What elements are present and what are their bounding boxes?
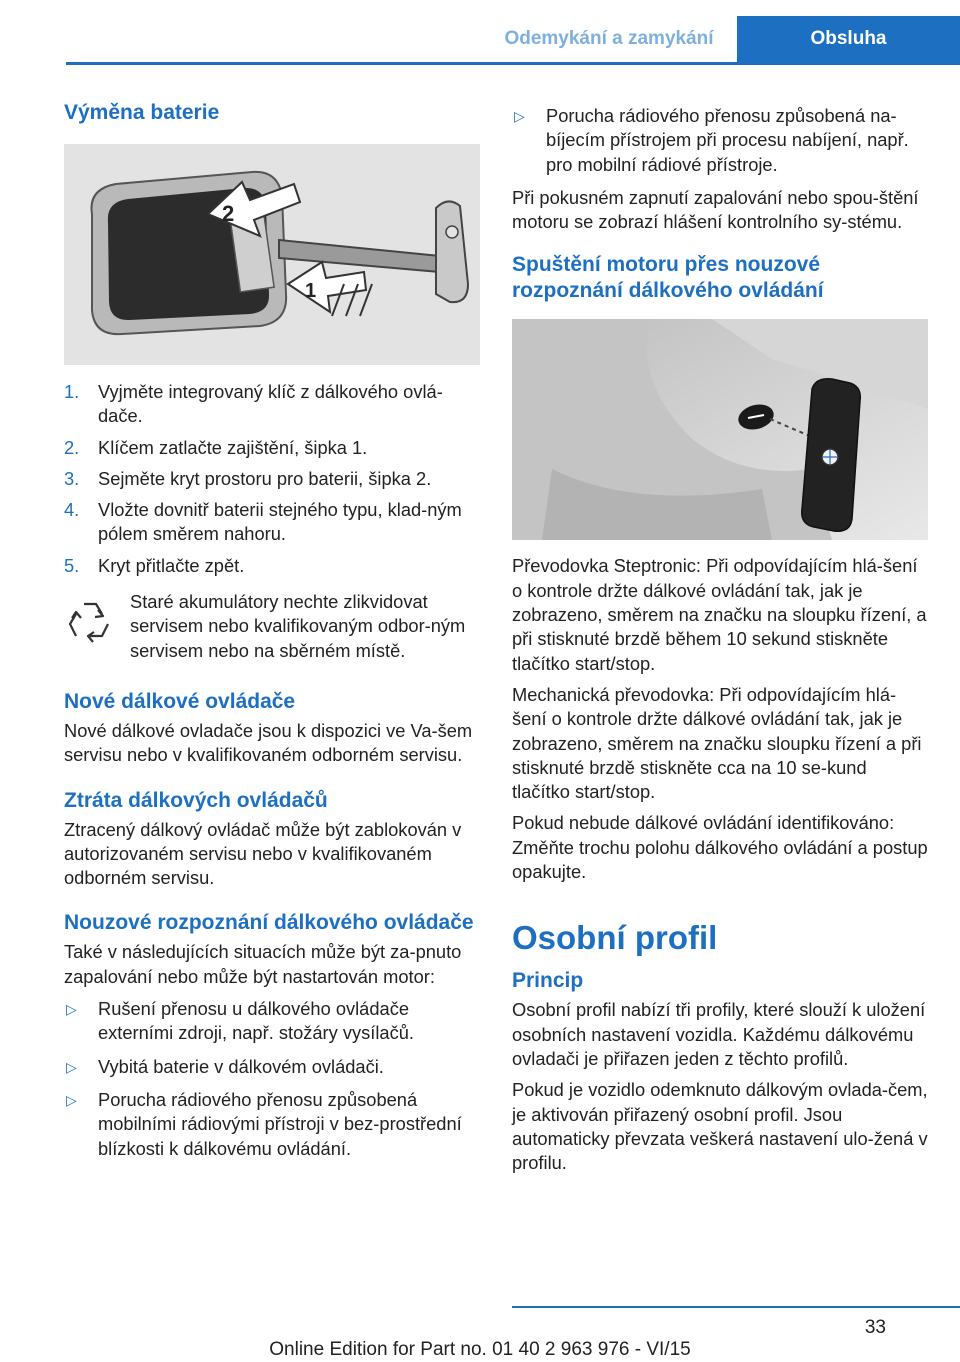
bullet-text: Rušení přenosu u dálkového ovládače externími zdroji, např. stožáry vysílačů. <box>98 998 414 1044</box>
lost-remote-text: Ztracený dálkový ovládač může být zablokován v autorizovaném servisu nebo v kvalifikovaném odborném servisu. <box>64 818 462 889</box>
footer-edition-text: Online Edition for Part no. 01 40 2 963 976 - VI/15 <box>269 1339 691 1360</box>
principle-text-1: Osobní profil nabízí tři profily, které slouží k uložení osobních nastavení vozidla. Každému dálkovému ovladači je přiřazen jeden z těchto profilů. <box>512 999 926 1069</box>
step-text: Vložte dovnitř baterii stejného typu, klad‐ným pólem směrem nahoru. <box>98 499 462 545</box>
footer-rule <box>512 1306 960 1308</box>
personal-profile-title: Osobní profil <box>512 919 718 957</box>
lost-remote-heading: Ztráta dálkových ovládačů <box>64 788 328 812</box>
left-column <box>64 100 480 1170</box>
bullet-text: Porucha rádiového přenosu způsobená na‐bíjecím přístrojem při procesu nabíjení, např. pro mobilní rádiové přístroje. <box>546 105 909 175</box>
continued-bullet-list <box>512 104 928 177</box>
list-item <box>64 380 480 429</box>
step-text: Kryt přitlačte zpět. <box>98 554 245 576</box>
steptronic-text: Převodovka Steptronic: Při odpovídajícím hlá‐šení o kontrole držte dálkové ovládání tak, jak je zobrazeno, směrem na značku na sloupku řízení, a při stisknuté brzdě během 10 sekund stiskněte tlačítko start/stop. <box>512 555 927 674</box>
principle-heading: Princip <box>512 969 584 993</box>
triangle-bullet-icon: ▷ <box>66 1091 77 1108</box>
new-remote-text: Nové dálkové ovladače jsou k dispozici ve Va‐šem servisu nebo v kvalifikovaném odborném servisu. <box>64 719 473 766</box>
chapter-tab: Obsluha <box>737 16 960 62</box>
arrow-2-label: 2 <box>222 201 235 226</box>
emergency-heading: Nouzové rozpoznání dálkového ovládače <box>64 911 474 935</box>
header-rule <box>66 62 960 65</box>
bullet-text: Vybitá baterie v dálkovém ovládači. <box>98 1055 384 1077</box>
battery-replacement-figure <box>64 144 480 365</box>
emergency-bullet-list <box>64 997 480 1161</box>
recycle-note-text: Staré akumulátory nechte zlikvidovat servisem nebo kvalifikovaným odbor‐ným servisem nebo na sběrném místě. <box>130 591 466 661</box>
list-item <box>64 997 480 1046</box>
start-engine-heading: Spuštění motoru přes nouzové rozpoznání dálkového ovládání <box>512 253 824 303</box>
principle-text-2: Pokud je vozidlo odemknuto dálkovým ovlada‐čem, je aktivován přiřazený osobní profil. Jsou automaticky převzata veškerá nastavení ulo‐žená v profilu. <box>512 1079 928 1174</box>
battery-steps-list <box>64 380 480 578</box>
key-fob-illustration <box>64 144 480 365</box>
new-remote-heading: Nové dálkové ovládače <box>64 689 296 713</box>
step-number: 1. <box>64 381 80 402</box>
step-text: Sejměte kryt prostoru pro baterii, šipka 2. <box>98 467 432 489</box>
list-item <box>64 436 480 460</box>
emergency-text: Také v následujících situacích může být za‐pnuto zapalování nebo může být nastartován motor: <box>64 941 462 987</box>
triangle-bullet-icon: ▷ <box>66 1001 77 1018</box>
triangle-bullet-icon: ▷ <box>66 1058 77 1075</box>
step-number: 2. <box>64 436 80 458</box>
step-number: 4. <box>64 499 80 521</box>
list-item <box>64 554 480 578</box>
step-number: 3. <box>64 467 80 489</box>
list-item <box>64 467 480 491</box>
arrow-1-label: 1 <box>305 280 317 302</box>
page-number: 33 <box>864 1317 886 1338</box>
not-identified-text: Pokud nebude dálkové ovládání identifikováno: Změňte trochu polohu dálkového ovládání a postup opakujte. <box>512 812 928 883</box>
list-item <box>64 498 480 547</box>
section-tab: Odemykání a zamykání <box>484 16 734 62</box>
control-message-text: Při pokusném zapnutí zapalování nebo spou‐štění motoru se zobrazí hlášení kontrolního sy‐stému. <box>512 186 919 233</box>
right-column <box>512 104 928 1175</box>
steering-column-illustration <box>512 319 928 540</box>
list-item <box>64 1088 480 1161</box>
step-text: Vyjměte integrovaný klíč z dálkového ovlá‐dače. <box>98 381 443 427</box>
recycle-note <box>64 590 480 663</box>
step-number: 5. <box>64 554 80 576</box>
battery-heading: Výměna baterie <box>64 101 220 124</box>
manual-gearbox-text: Mechanická převodovka: Při odpovídajícím hlá‐šení o kontrole držte dálkové ovládání tak, jak je zobrazeno, směrem na značku sloupku řízení a při stisknuté brzdě stiskněte cca na 10 se‐kund tlačítko start/stop. <box>512 683 922 803</box>
list-item <box>64 1055 480 1079</box>
steering-column-figure <box>512 319 928 540</box>
recycle-icon <box>64 596 116 648</box>
list-item <box>512 104 928 177</box>
step-text: Klíčem zatlačte zajištění, šipka 1. <box>98 436 368 458</box>
bullet-text: Porucha rádiového přenosu způsobená mobilními rádiovými přístroji v bez‐prostřední blízkosti k dálkovému ovládání. <box>98 1088 462 1159</box>
triangle-bullet-icon: ▷ <box>514 108 525 124</box>
